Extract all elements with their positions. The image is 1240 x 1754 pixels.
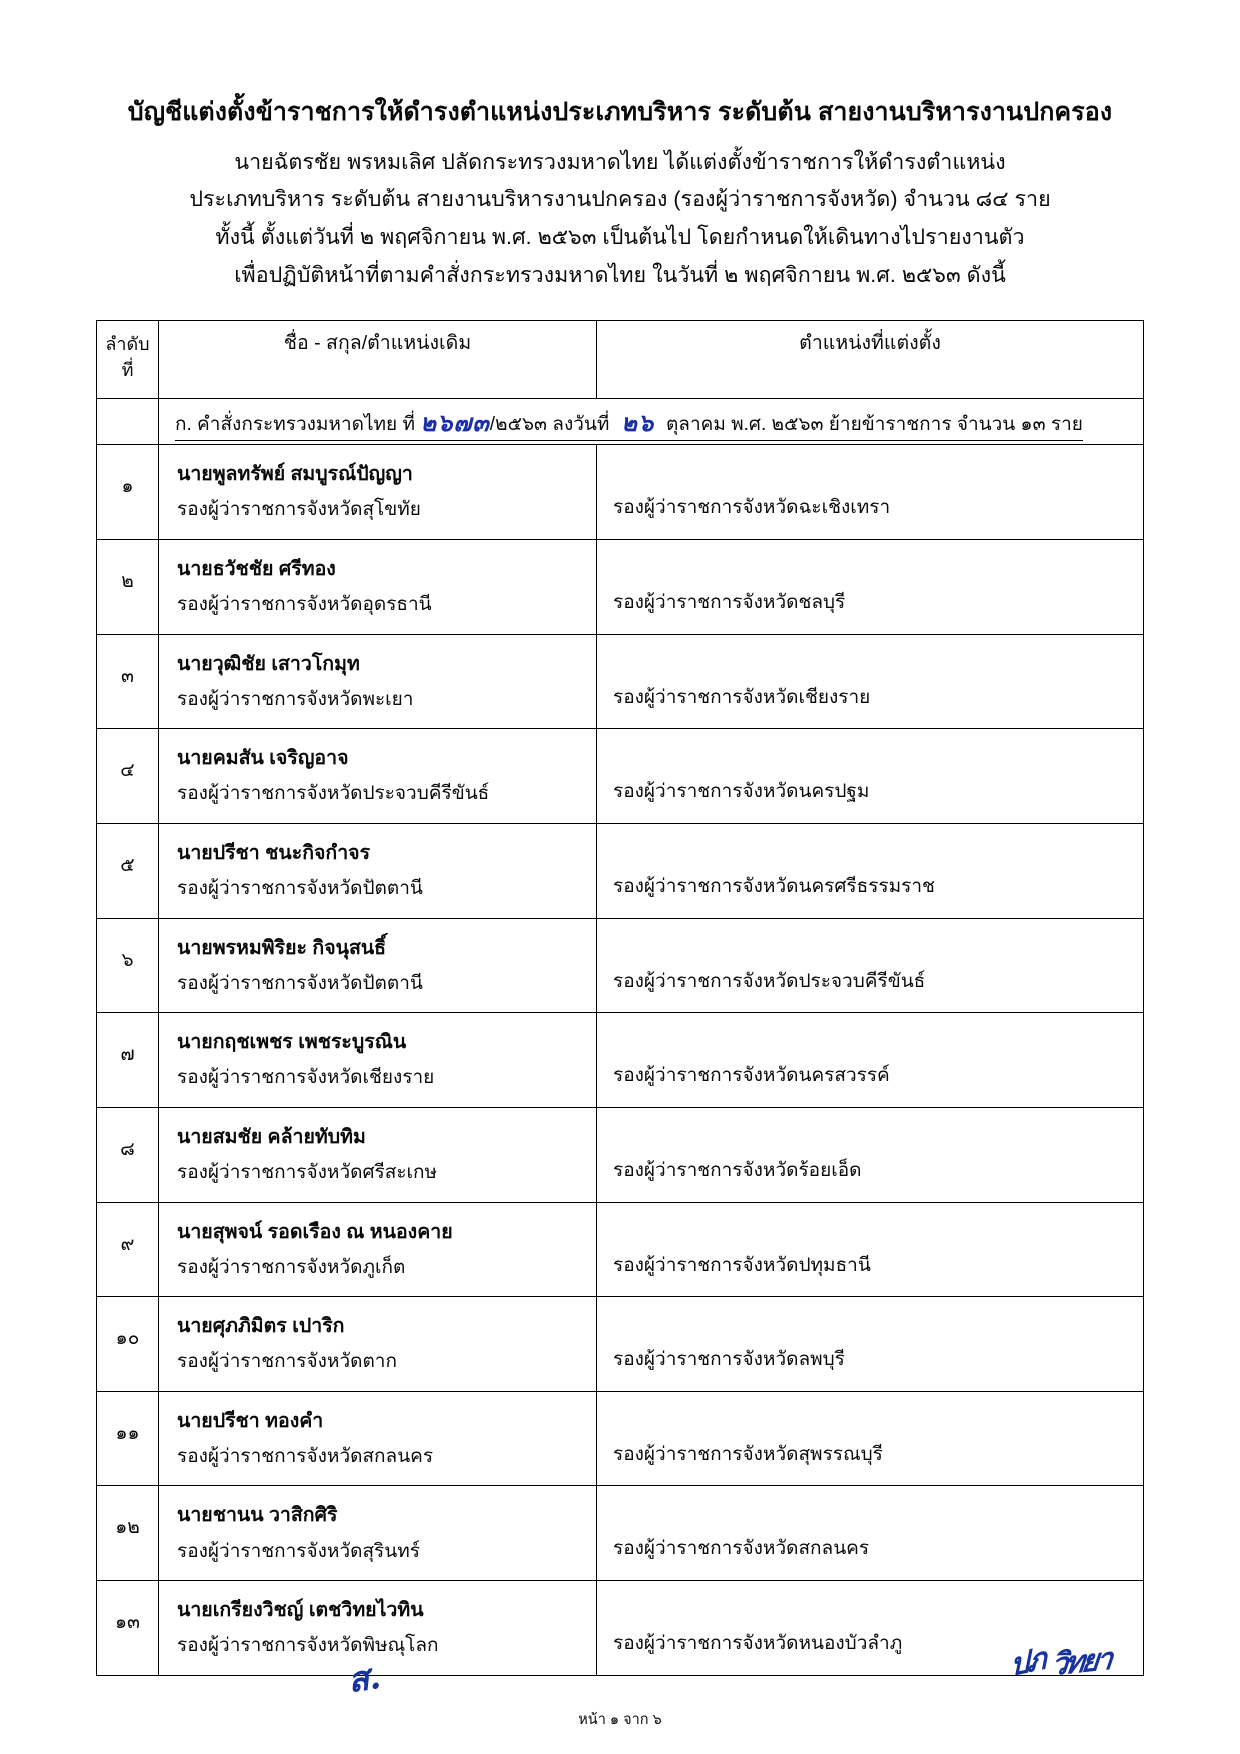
signature-left: ส. (345, 1656, 384, 1701)
row-number: ๑ (97, 445, 159, 540)
row-appointed-cell (597, 1486, 1144, 1581)
section-heading-row (97, 399, 1144, 445)
officer-new-position: รองผู้ว่าราชการจังหวัดนครสวรรค์ (613, 1065, 890, 1087)
row-number: ๕ (97, 823, 159, 918)
row-appointed-cell (597, 1013, 1144, 1108)
table-row (97, 1486, 1144, 1581)
table-row (97, 445, 1144, 540)
row-appointed-cell (597, 1107, 1144, 1202)
row-name-cell (159, 1391, 597, 1486)
officer-current-position: รองผู้ว่าราชการจังหวัดประจวบคีรีขันธ์ (177, 783, 490, 805)
row-name-cell (159, 1486, 597, 1581)
row-appointed-cell (597, 445, 1144, 540)
officer-name: นายศุภภิมิตร เปาริก (177, 1315, 345, 1338)
row-number: ๓ (97, 634, 159, 729)
row-appointed-cell (597, 539, 1144, 634)
officer-new-position: รองผู้ว่าราชการจังหวัดเชียงราย (613, 686, 871, 708)
officer-name: นายสมชัย คล้ายทับทิม (177, 1125, 366, 1148)
officer-new-position: รองผู้ว่าราชการจังหวัดนครปฐม (613, 781, 870, 803)
table-row (97, 729, 1144, 824)
row-number: ๖ (97, 918, 159, 1013)
row-number: ๒ (97, 539, 159, 634)
dated-label: ลงวันที่ (552, 414, 610, 436)
officer-new-position: รองผู้ว่าราชการจังหวัดร้อยเอ็ด (613, 1159, 862, 1181)
row-number: ๑๐ (97, 1297, 159, 1392)
officer-name: นายวุฒิชัย เสาวโกมุท (177, 652, 360, 675)
officer-new-position: รองผู้ว่าราชการจังหวัดฉะเชิงเทรา (613, 497, 891, 519)
table-row (97, 1013, 1144, 1108)
table-row (97, 823, 1144, 918)
row-name-cell (159, 539, 597, 634)
intro-line-2: ประเภทบริหาร ระดับต้น สายงานบริหารงานปกครอง (รองผู้ว่าราชการจังหวัด) จำนวน ๘๔ ราย (189, 187, 1051, 212)
officer-current-position: รองผู้ว่าราชการจังหวัดสุโขทัย (177, 499, 421, 521)
table-row (97, 539, 1144, 634)
row-name-cell (159, 634, 597, 729)
officer-name: นายชานน วาสิกศิริ (177, 1504, 338, 1527)
officer-new-position: รองผู้ว่าราชการจังหวัดปทุมธานี (613, 1254, 871, 1276)
order-number-handwritten: ๒๖๗๓ (420, 410, 490, 438)
column-header-name: ชื่อ - สกุล/ตำแหน่งเดิม (159, 321, 597, 399)
row-appointed-cell (597, 1202, 1144, 1297)
intro-line-3: ทั้งนี้ ตั้งแต่วันที่ ๒ พฤศจิกายน พ.ศ. ๒๕๖๓ เป็นต้นไป โดยกำหนดให้เดินทางไปรายงานตัว (215, 225, 1025, 249)
row-name-cell (159, 1013, 597, 1108)
order-day-handwritten: ๒๖ (621, 410, 655, 438)
officer-current-position: รองผู้ว่าราชการจังหวัดพิษณุโลก (177, 1635, 439, 1657)
officer-current-position: รองผู้ว่าราชการจังหวัดสกลนคร (177, 1446, 434, 1468)
row-number: ๗ (97, 1013, 159, 1108)
officer-current-position: รองผู้ว่าราชการจังหวัดศรีสะเกษ (177, 1162, 438, 1184)
row-name-cell (159, 1202, 597, 1297)
section-heading-cell (159, 399, 1144, 445)
row-number: ๔ (97, 729, 159, 824)
row-appointed-cell (597, 729, 1144, 824)
column-header-appointed: ตำแหน่งที่แต่งตั้ง (597, 321, 1144, 399)
officer-new-position: รองผู้ว่าราชการจังหวัดสกลนคร (613, 1538, 870, 1560)
section-action: ย้ายข้าราชการ จำนวน ๑๓ ราย (828, 414, 1083, 436)
table-row (97, 918, 1144, 1013)
officer-name: นายกฤชเพชร เพชระบูรณิน (177, 1031, 407, 1054)
column-header-number (97, 321, 159, 399)
section-heading-spacer (97, 399, 159, 445)
row-name-cell (159, 823, 597, 918)
officer-current-position: รองผู้ว่าราชการจังหวัดปัตตานี (177, 878, 423, 900)
officer-new-position: รองผู้ว่าราชการจังหวัดชลบุรี (613, 591, 846, 613)
signature-right-part1: ปภ (1009, 1640, 1046, 1684)
officer-name: นายปรีชา ทองคำ (177, 1409, 324, 1432)
officer-name: นายพรหมพิริยะ กิจนุสนธิ์ (177, 936, 387, 959)
officer-current-position: รองผู้ว่าราชการจังหวัดอุดรธานี (177, 594, 432, 616)
officer-name: นายเกรียงวิชญ์ เตชวิทยไวทิน (177, 1599, 424, 1622)
intro-paragraph (96, 144, 1144, 295)
column-header-number-line1: ลำดับ (105, 334, 150, 355)
table-row (97, 1391, 1144, 1486)
row-number: ๙ (97, 1202, 159, 1297)
section-prefix: ก. คำสั่งกระทรวงมหาดไทย ที่ (175, 414, 415, 436)
officer-current-position: รองผู้ว่าราชการจังหวัดพะเยา (177, 688, 414, 710)
intro-line-4: เพื่อปฏิบัติหน้าที่ตามคำสั่งกระทรวงมหาดไทย ในวันที่ ๒ พฤศจิกายน พ.ศ. ๒๕๖๓ ดังนี้ (234, 262, 1006, 287)
row-appointed-cell (597, 918, 1144, 1013)
row-name-cell (159, 729, 597, 824)
table-row (97, 1581, 1144, 1676)
officer-current-position: รองผู้ว่าราชการจังหวัดสุรินทร์ (177, 1540, 420, 1562)
signature-right-part2: วิทยา (1049, 1641, 1112, 1684)
row-name-cell (159, 1107, 597, 1202)
order-date-rest: ตุลาคม พ.ศ. ๒๕๖๓ (665, 414, 824, 436)
officer-current-position: รองผู้ว่าราชการจังหวัดภูเก็ต (177, 1256, 406, 1278)
intro-line-1: นายฉัตรชัย พรหมเลิศ ปลัดกระทรวงมหาดไทย ได้แต่งตั้งข้าราชการให้ดำรงตำแหน่ง (234, 149, 1006, 174)
officer-name: นายธวัชชัย ศรีทอง (177, 557, 336, 580)
row-name-cell (159, 445, 597, 540)
officer-name: นายคมสัน เจริญอาจ (177, 747, 349, 770)
row-appointed-cell (597, 1581, 1144, 1676)
officer-name: นายพูลทรัพย์ สมบูรณ์ปัญญา (177, 463, 413, 486)
officer-name: นายปรีชา ชนะกิจกำจร (177, 841, 371, 864)
row-number: ๘ (97, 1107, 159, 1202)
row-number: ๑๑ (97, 1391, 159, 1486)
page-title: บัญชีแต่งตั้งข้าราชการให้ดำรงตำแหน่งประเภทบริหาร ระดับต้น สายงานบริหารงานปกครอง (127, 98, 1113, 126)
officer-new-position: รองผู้ว่าราชการจังหวัดนครศรีธรรมราช (613, 875, 935, 897)
row-appointed-cell (597, 634, 1144, 729)
row-name-cell (159, 918, 597, 1013)
section-heading-text (175, 409, 1083, 441)
page-number: หน้า ๑ จาก ๖ (578, 1711, 662, 1728)
table-row (97, 1297, 1144, 1392)
order-year: /๒๕๖๓ (489, 414, 548, 436)
officer-new-position: รองผู้ว่าราชการจังหวัดหนองบัวลำภู (613, 1633, 903, 1655)
officer-new-position: รองผู้ว่าราชการจังหวัดลพบุรี (613, 1349, 845, 1371)
row-appointed-cell (597, 1391, 1144, 1486)
row-number: ๑๒ (97, 1486, 159, 1581)
appointment-table (96, 320, 1144, 1676)
officer-name: นายสุพจน์ รอดเรือง ณ หนองคาย (177, 1220, 453, 1243)
row-appointed-cell (597, 823, 1144, 918)
officer-new-position: รองผู้ว่าราชการจังหวัดประจวบคีรีขันธ์ (613, 970, 926, 992)
table-row (97, 1202, 1144, 1297)
officer-current-position: รองผู้ว่าราชการจังหวัดปัตตานี (177, 972, 423, 994)
column-header-number-line2: ที่ (121, 360, 134, 381)
row-name-cell (159, 1297, 597, 1392)
table-header-row (97, 321, 1144, 399)
officer-current-position: รองผู้ว่าราชการจังหวัดตาก (177, 1351, 397, 1373)
row-appointed-cell (597, 1297, 1144, 1392)
row-name-cell (159, 1581, 597, 1676)
officer-current-position: รองผู้ว่าราชการจังหวัดเชียงราย (177, 1067, 435, 1089)
table-row (97, 1107, 1144, 1202)
officer-new-position: รองผู้ว่าราชการจังหวัดสุพรรณบุรี (613, 1443, 883, 1465)
table-row (97, 634, 1144, 729)
row-number: ๑๓ (97, 1581, 159, 1676)
